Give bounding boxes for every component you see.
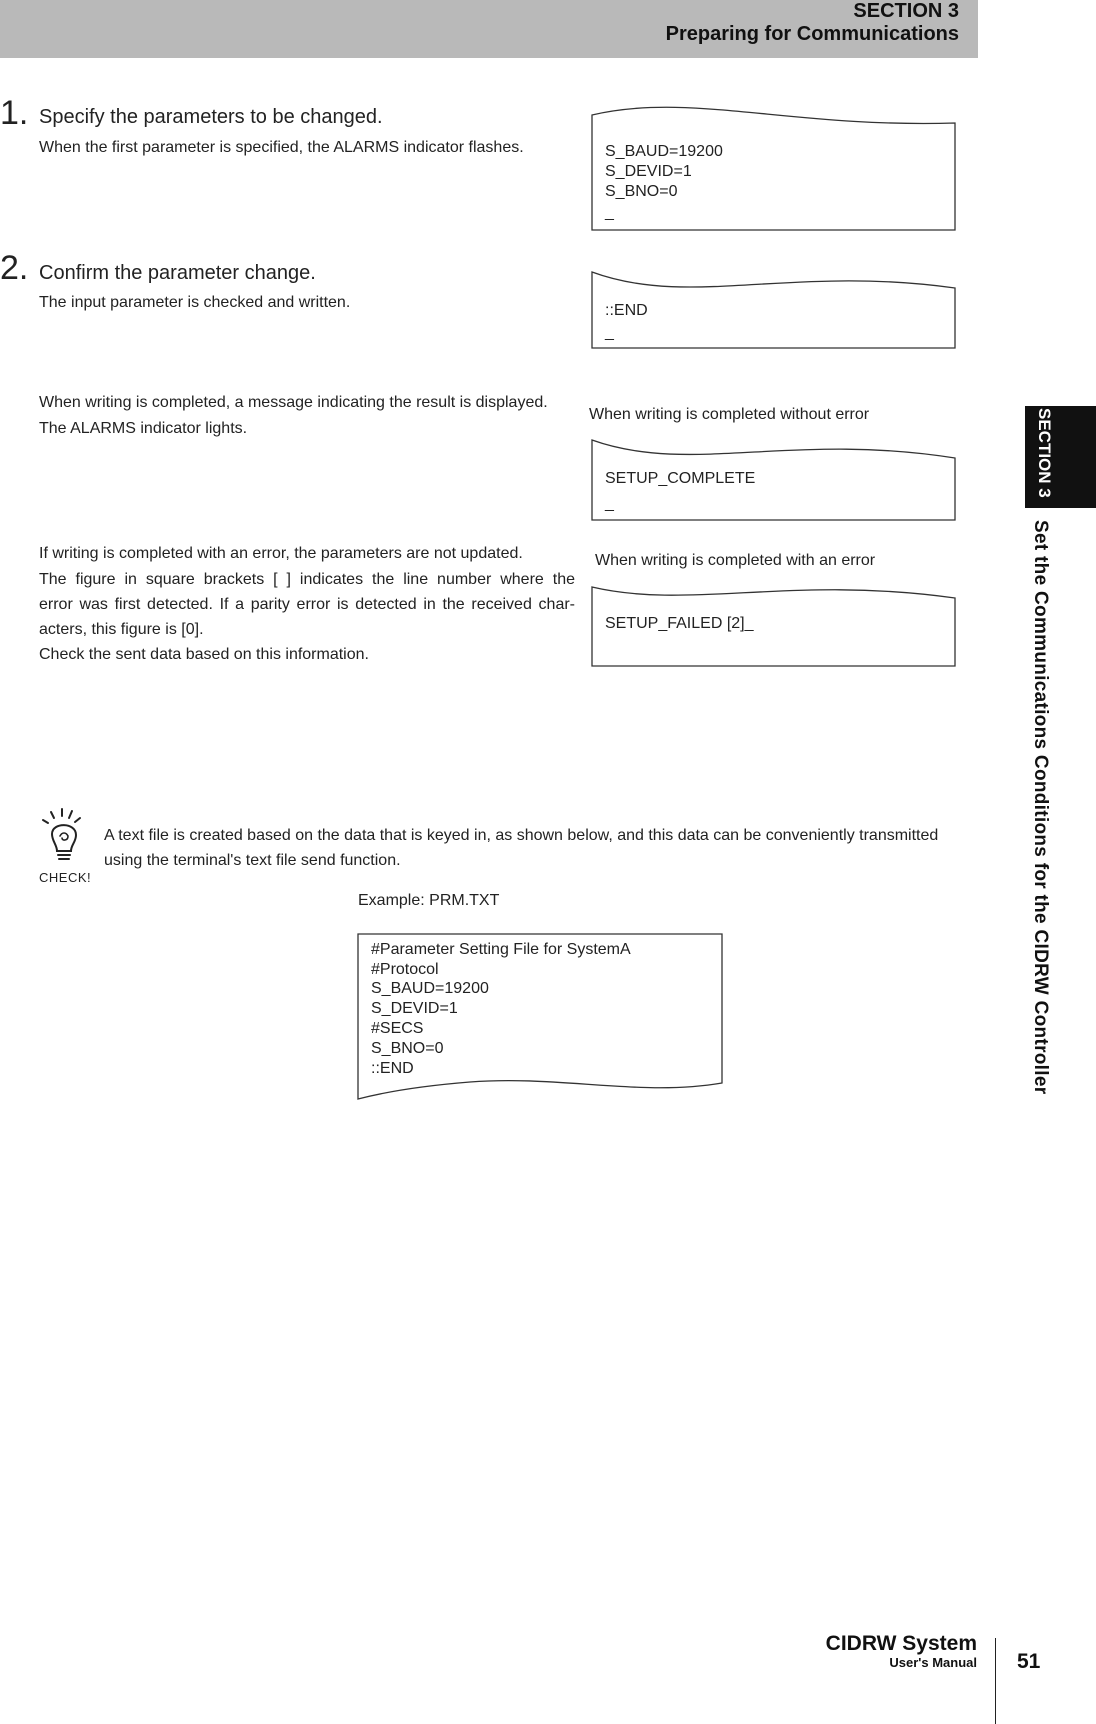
file-line-2: #Protocol [371,961,439,978]
result-error-text-1: If writing is completed with an error, the parameters are not updated. [39,545,523,562]
file-line-1: #Parameter Setting File for SystemA [371,941,631,958]
step-2-number: 2. [0,249,29,287]
screen-step-1-cursor: _ [605,204,614,221]
side-section-label: SECTION 3 [1035,408,1054,498]
side-section-title: Set the Communications Conditions for the CIDRW Controller [1030,520,1051,1095]
screen-step-1-line-1: S_BAUD=19200 [605,143,723,160]
result-error-text-2: The figure in square brackets [ ] indicates the line number where the [39,571,575,588]
header-title: Preparing for Communications [665,23,959,45]
step-2-text: The input parameter is checked and written. [39,294,351,311]
footer-manual: User's Manual [889,1655,977,1670]
check-label: CHECK! [39,870,92,885]
screen-step-1-line-3: S_BNO=0 [605,183,678,200]
footer-product: CIDRW System [825,1632,977,1655]
check-text-1: A text file is created based on the data that is keyed in, as shown below, and this data can be conveniently transmitted [104,827,939,844]
screen-step-2-cursor: _ [605,324,614,341]
check-text-2: using the terminal's text file send function. [104,852,401,869]
result-error-text-4: acters, this figure is [0]. [39,621,204,638]
file-line-3: S_BAUD=19200 [371,980,489,997]
screen-step-1-line-2: S_DEVID=1 [605,163,692,180]
screen-step-2-line-1: ::END [605,302,648,319]
file-line-7: ::END [371,1060,414,1077]
result-error-text-3: error was first detected. If a parity error is detected in the received char- [39,596,575,613]
file-line-6: S_BNO=0 [371,1040,444,1057]
screen-result-ok-cursor: _ [605,495,614,512]
result-ok-text-2: The ALARMS indicator lights. [39,420,248,437]
step-1-number: 1. [0,94,29,132]
file-line-5: #SECS [371,1020,424,1037]
page-number: 51 [1017,1650,1041,1673]
step-2-title: Confirm the parameter change. [39,262,316,284]
file-line-4: S_DEVID=1 [371,1000,458,1017]
screen-result-ok-line-1: SETUP_COMPLETE [605,470,756,487]
header-section: SECTION 3 [853,0,959,22]
result-ok-caption: When writing is completed without error [589,406,870,423]
step-1-text: When the first parameter is specified, the ALARMS indicator flashes. [39,139,524,156]
result-error-text-5: Check the sent data based on this information. [39,646,369,663]
result-error-caption: When writing is completed with an error [595,552,876,569]
result-ok-text-1: When writing is completed, a message indicating the result is displayed. [39,394,548,411]
footer-divider [995,1638,996,1724]
step-1-title: Specify the parameters to be changed. [39,106,383,128]
example-caption: Example: PRM.TXT [358,892,500,909]
screen-result-error-line-1: SETUP_FAILED [2]_ [605,615,754,632]
